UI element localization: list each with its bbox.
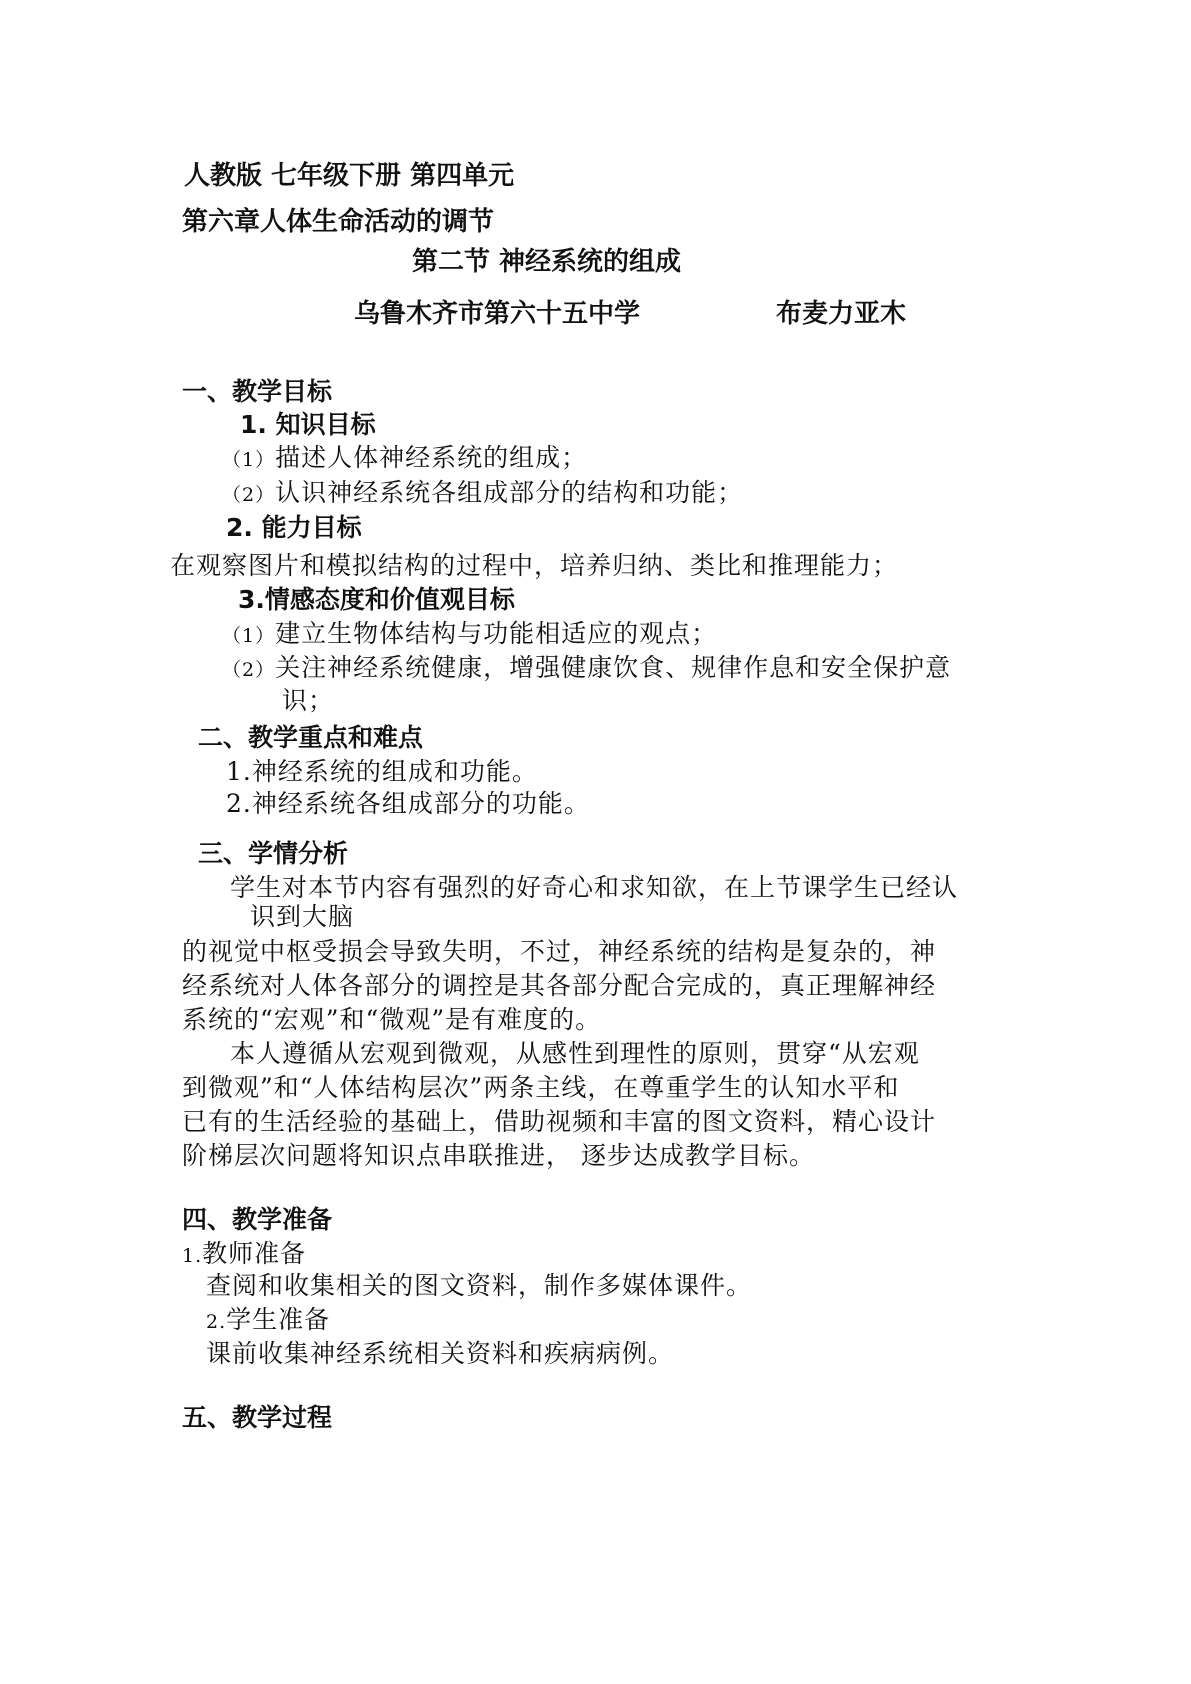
emotion-item-2 — [222, 654, 951, 683]
emotion-heading: 3.情感态度和价值观目标 — [238, 585, 515, 614]
item-number: （2） — [222, 659, 276, 681]
analysis-p1-line2: 识到大脑 — [250, 902, 355, 931]
item-text: 认识神经系统各组成部分的结构和功能； — [275, 478, 744, 507]
item-text: 关注神经系统健康，增强健康饮食、规律作息和安全保护意 — [275, 653, 952, 682]
ability-heading: 2. 能力目标 — [226, 513, 362, 542]
key-points-heading: 二、教学重点和难点 — [198, 723, 424, 752]
analysis-p1-line5: 系统的“宏观”和“微观”是有难度的。 — [182, 1005, 602, 1034]
student-prep-label — [206, 1306, 330, 1335]
teacher-prep-label — [182, 1240, 306, 1269]
key-point-1: 1.神经系统的组成和功能。 — [226, 757, 538, 786]
student-prep-text: 课前收集神经系统相关资料和疾病病例。 — [206, 1339, 675, 1368]
ability-text: 在观察图片和模拟结构的过程中，培养归纳、类比和推理能力； — [170, 551, 899, 580]
emotion-item-2-continued: 识； — [282, 686, 335, 715]
process-heading: 五、教学过程 — [182, 1403, 333, 1432]
item-text: 描述人体神经系统的组成； — [275, 443, 588, 472]
analysis-heading: 三、学情分析 — [198, 839, 349, 868]
objectives-heading: 一、教学目标 — [182, 377, 333, 406]
header-line1: 人教版 七年级下册 第四单元 — [184, 161, 515, 191]
item-number: 1. — [182, 1245, 203, 1267]
knowledge-item-2 — [222, 479, 743, 508]
item-number: （1） — [222, 449, 276, 471]
preparation-heading: 四、教学准备 — [182, 1205, 333, 1234]
section-title: 第二节 神经系统的组成 — [412, 247, 682, 277]
analysis-p2-line4: 阶梯层次问题将知识点串联推进， 逐步达成教学目标。 — [182, 1141, 815, 1170]
analysis-p1-line1: 学生对本节内容有强烈的好奇心和求知欲，在上节课学生已经认 — [230, 873, 959, 902]
knowledge-heading: 1. 知识目标 — [240, 410, 376, 439]
item-number: （2） — [222, 484, 276, 506]
key-point-2: 2.神经系统各组成部分的功能。 — [226, 789, 590, 818]
analysis-p1-line4: 经系统对人体各部分的调控是其各部分配合完成的，真正理解神经 — [182, 971, 937, 1000]
analysis-p2-line1: 本人遵循从宏观到微观，从感性到理性的原则，贯穿“从宏观 — [230, 1039, 920, 1068]
emotion-item-1 — [222, 620, 717, 649]
item-label: 教师准备 — [202, 1239, 307, 1268]
item-number: （1） — [222, 625, 276, 647]
author-name: 布麦力亚木 — [776, 299, 907, 329]
analysis-p1-line3: 的视觉中枢受损会导致失明，不过，神经系统的结构是复杂的，神 — [182, 937, 937, 966]
item-text: 建立生物体结构与功能相适应的观点； — [275, 619, 718, 648]
analysis-p2-line3: 已有的生活经验的基础上，借助视频和丰富的图文资料，精心设计 — [182, 1107, 937, 1136]
item-label: 学生准备 — [226, 1305, 331, 1334]
analysis-p2-line2: 到微观”和“人体结构层次”两条主线，在尊重学生的认知水平和 — [182, 1073, 900, 1102]
school-name: 乌鲁木齐市第六十五中学 — [354, 299, 641, 329]
knowledge-item-1 — [222, 444, 587, 473]
teacher-prep-text: 查阅和收集相关的图文资料，制作多媒体课件。 — [206, 1271, 753, 1300]
chapter-title: 第六章人体生命活动的调节 — [182, 207, 495, 237]
item-number: 2. — [206, 1311, 227, 1333]
